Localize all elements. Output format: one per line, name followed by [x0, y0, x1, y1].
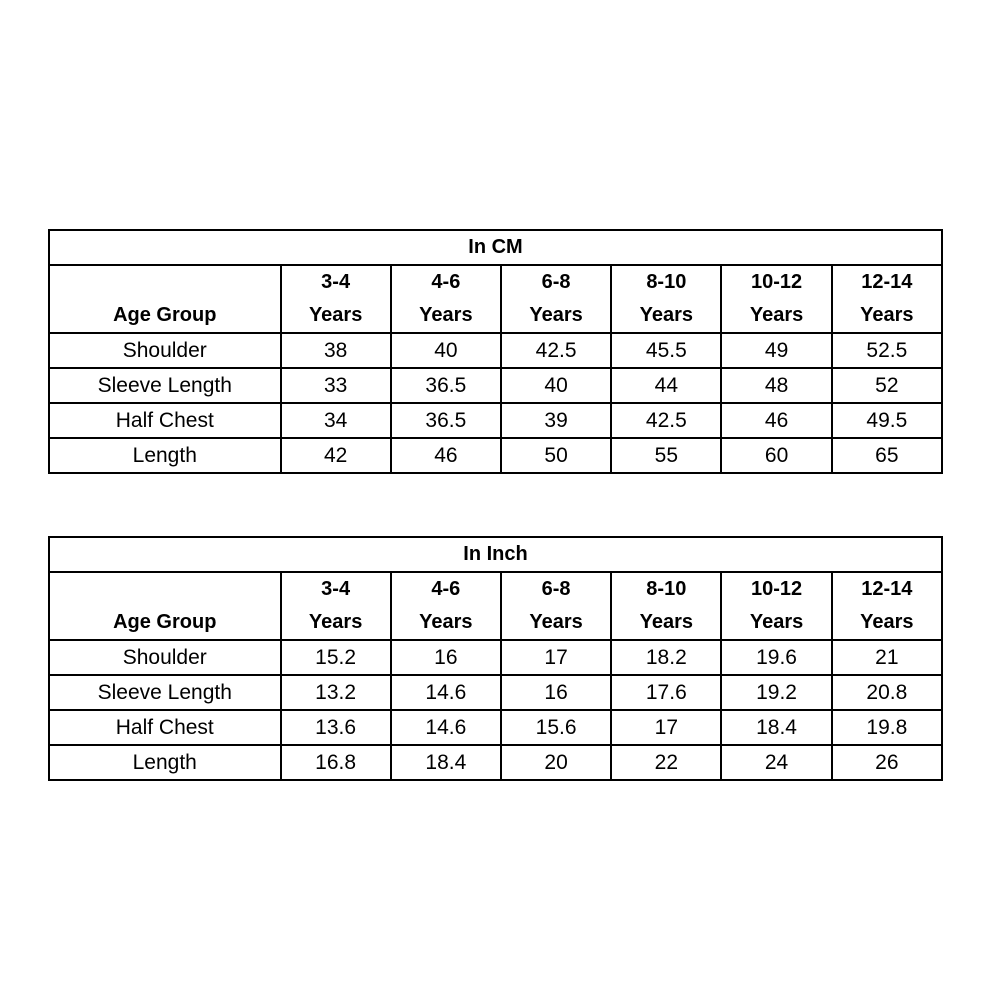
table-row — [49, 745, 942, 780]
table-cell: 17.6 — [611, 675, 721, 710]
age-unit: Years — [419, 304, 473, 326]
table-cell: 15.6 — [501, 710, 611, 745]
age-unit: Years — [308, 611, 363, 633]
table-cell: 36.5 — [391, 368, 501, 403]
table-row — [49, 640, 942, 675]
table-cell: 45.5 — [611, 333, 721, 368]
age-unit: Years — [529, 611, 583, 633]
table-cell: 49.5 — [832, 403, 942, 438]
column-header — [832, 265, 942, 333]
table-cell: 39 — [501, 403, 611, 438]
column-header — [832, 572, 942, 640]
age-unit: Years — [860, 611, 914, 633]
column-header — [501, 572, 611, 640]
header-row — [49, 572, 942, 640]
table-cell: 19.6 — [721, 640, 831, 675]
table-cell: 26 — [832, 745, 942, 780]
table-cell: 42.5 — [501, 333, 611, 368]
column-header — [721, 265, 831, 333]
age-range: 4-6 — [431, 578, 461, 600]
age-unit: Years — [639, 611, 694, 633]
column-header — [281, 265, 391, 333]
column-header — [391, 265, 501, 333]
table-cell: 55 — [611, 438, 721, 473]
row-label: Shoulder — [49, 640, 281, 675]
age-unit: Years — [639, 304, 694, 326]
row-label: Half Chest — [49, 710, 281, 745]
column-header — [611, 572, 721, 640]
age-range: 10-12 — [750, 578, 803, 600]
table-row — [49, 333, 942, 368]
table-title: In Inch — [49, 537, 942, 572]
table-cell: 52 — [832, 368, 942, 403]
table-cell: 38 — [281, 333, 391, 368]
table-cell: 42.5 — [611, 403, 721, 438]
table-cell: 34 — [281, 403, 391, 438]
table-cell: 49 — [721, 333, 831, 368]
table-row — [49, 438, 942, 473]
table-cell: 40 — [391, 333, 501, 368]
column-header — [391, 572, 501, 640]
row-label: Sleeve Length — [49, 675, 281, 710]
table-cell: 20 — [501, 745, 611, 780]
age-range: 6-8 — [541, 271, 571, 293]
table-cell: 50 — [501, 438, 611, 473]
age-unit: Years — [749, 611, 804, 633]
table-cell: 19.8 — [832, 710, 942, 745]
table-cell: 24 — [721, 745, 831, 780]
table-row — [49, 710, 942, 745]
age-unit: Years — [860, 304, 914, 326]
table-title: In CM — [49, 230, 942, 265]
table-cell: 16 — [391, 640, 501, 675]
age-unit: Years — [529, 304, 583, 326]
table-cell: 13.6 — [281, 710, 391, 745]
age-range: 10-12 — [750, 271, 803, 293]
table-cell: 16 — [501, 675, 611, 710]
age-unit: Years — [749, 304, 804, 326]
table-cell: 17 — [501, 640, 611, 675]
table-row — [49, 403, 942, 438]
size-chart-cm-table — [48, 229, 943, 474]
age-range: 12-14 — [861, 271, 913, 293]
column-header — [281, 572, 391, 640]
row-label: Shoulder — [49, 333, 281, 368]
table-row — [49, 675, 942, 710]
table-cell: 22 — [611, 745, 721, 780]
column-header — [501, 265, 611, 333]
table-cell: 48 — [721, 368, 831, 403]
row-header-label: Age Group — [49, 265, 281, 333]
table-cell: 18.4 — [721, 710, 831, 745]
table-cell: 46 — [391, 438, 501, 473]
row-label: Sleeve Length — [49, 368, 281, 403]
column-header — [721, 572, 831, 640]
table-cell: 18.4 — [391, 745, 501, 780]
header-row — [49, 265, 942, 333]
age-unit: Years — [419, 611, 473, 633]
table-cell: 17 — [611, 710, 721, 745]
table-cell: 46 — [721, 403, 831, 438]
table-cell: 16.8 — [281, 745, 391, 780]
table-cell: 15.2 — [281, 640, 391, 675]
row-label: Half Chest — [49, 403, 281, 438]
age-range: 3-4 — [321, 578, 351, 600]
table-cell: 33 — [281, 368, 391, 403]
table-cell: 52.5 — [832, 333, 942, 368]
age-range: 8-10 — [646, 578, 687, 600]
table-row — [49, 368, 942, 403]
table-cell: 19.2 — [721, 675, 831, 710]
age-range: 4-6 — [431, 271, 461, 293]
age-range: 3-4 — [321, 271, 351, 293]
row-label: Length — [49, 745, 281, 780]
size-chart-inch-table — [48, 536, 943, 781]
table-cell: 20.8 — [832, 675, 942, 710]
table-cell: 13.2 — [281, 675, 391, 710]
table-cell: 21 — [832, 640, 942, 675]
table-cell: 14.6 — [391, 675, 501, 710]
column-header — [611, 265, 721, 333]
table-cell: 60 — [721, 438, 831, 473]
table-cell: 44 — [611, 368, 721, 403]
table-cell: 42 — [281, 438, 391, 473]
age-range: 6-8 — [541, 578, 571, 600]
table-cell: 40 — [501, 368, 611, 403]
age-unit: Years — [308, 304, 363, 326]
table-cell: 65 — [832, 438, 942, 473]
table-cell: 14.6 — [391, 710, 501, 745]
row-label: Length — [49, 438, 281, 473]
table-cell: 18.2 — [611, 640, 721, 675]
table-cell: 36.5 — [391, 403, 501, 438]
age-range: 8-10 — [646, 271, 687, 293]
age-range: 12-14 — [861, 578, 913, 600]
row-header-label: Age Group — [49, 572, 281, 640]
